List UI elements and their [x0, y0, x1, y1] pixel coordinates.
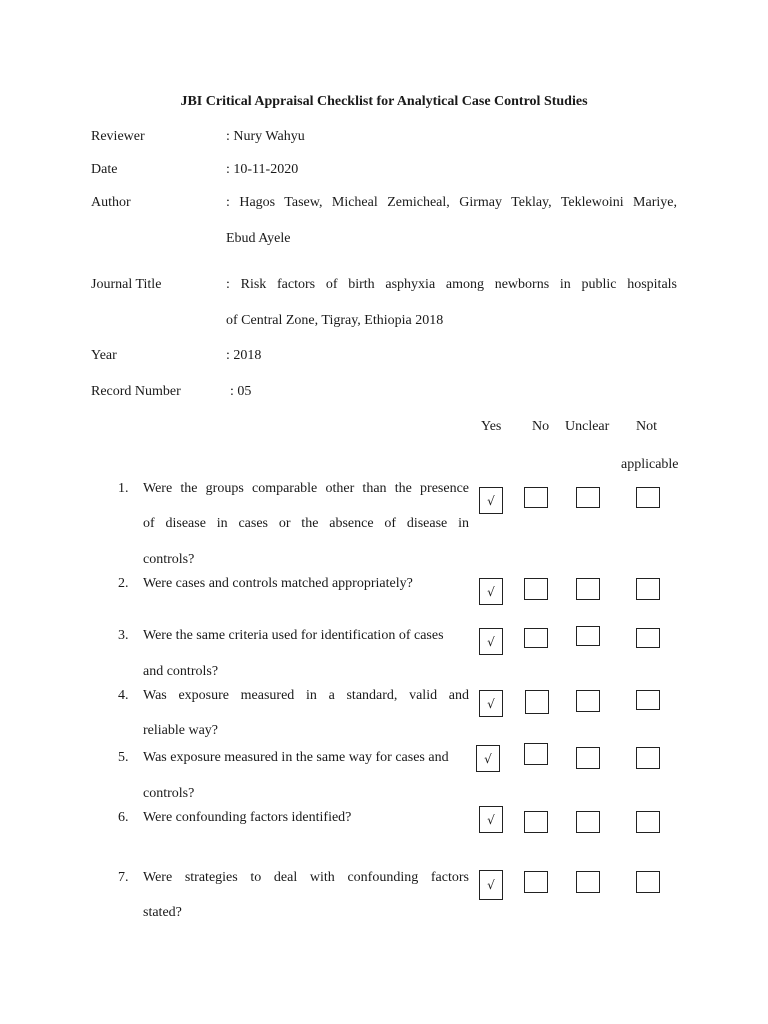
question-2-number: 2.	[118, 576, 129, 591]
question-7-yes-checkbox[interactable]	[479, 870, 503, 900]
question-1-number: 1.	[118, 481, 129, 496]
question-1-na-checkbox[interactable]	[636, 487, 660, 508]
author-label: Author	[91, 195, 131, 210]
question-1-yes-checkbox[interactable]	[479, 487, 503, 514]
question-5-no-checkbox[interactable]	[524, 743, 548, 765]
question-7-yes-checkmark: √	[487, 878, 495, 892]
header-unclear: Unclear	[565, 419, 610, 434]
question-5-yes-checkmark: √	[484, 751, 492, 766]
question-4-yes-checkbox[interactable]	[479, 690, 503, 717]
question-3-yes-checkbox[interactable]	[479, 628, 503, 655]
question-4-line-1: Was exposure measured in a standard, valid and	[143, 688, 469, 703]
question-2-unclear-checkbox[interactable]	[576, 578, 600, 600]
question-2-yes-checkmark: √	[487, 584, 495, 599]
question-2-line-1: Were cases and controls matched appropriately?	[143, 576, 413, 591]
question-3-na-checkbox[interactable]	[636, 628, 660, 648]
reviewer-label: Reviewer	[91, 129, 145, 144]
question-2-no-checkbox[interactable]	[524, 578, 548, 600]
question-1-line-1: Were the groups comparable other than the presence	[143, 481, 469, 496]
question-7-no-checkbox[interactable]	[524, 871, 548, 893]
author-value-line-1: : Hagos Tasew, Micheal Zemicheal, Girmay Teklay, Teklewoini Mariye,	[226, 195, 677, 210]
author-value-line-2: Ebud Ayele	[226, 231, 291, 246]
question-4-unclear-checkbox[interactable]	[576, 690, 600, 712]
year-label: Year	[91, 348, 117, 363]
question-5-line-1: Was exposure measured in the same way for cases and	[143, 750, 449, 765]
question-5-unclear-checkbox[interactable]	[576, 747, 600, 769]
question-5-line-2: controls?	[143, 786, 195, 801]
question-3-yes-checkmark: √	[487, 634, 495, 649]
question-3-unclear-checkbox[interactable]	[576, 626, 600, 646]
question-5-yes-checkbox[interactable]	[476, 745, 500, 772]
journal-title-label: Journal Title	[91, 277, 162, 292]
record-number-label: Record Number	[91, 384, 181, 399]
record-number-value: : 05	[230, 384, 252, 399]
question-3-line-2: and controls?	[143, 664, 219, 679]
journal-title-value-line-2: of Central Zone, Tigray, Ethiopia 2018	[226, 313, 444, 328]
question-6-line-1: Were confounding factors identified?	[143, 810, 352, 825]
question-6-yes-checkbox[interactable]	[479, 806, 503, 833]
question-6-na-checkbox[interactable]	[636, 811, 660, 833]
question-3-line-1: Were the same criteria used for identification of cases	[143, 628, 444, 643]
header-not-applicable-line-2: applicable	[621, 457, 679, 472]
question-3-number: 3.	[118, 628, 129, 643]
question-2-na-checkbox[interactable]	[636, 578, 660, 600]
question-3-no-checkbox[interactable]	[524, 628, 548, 648]
header-no: No	[532, 419, 550, 434]
question-1-no-checkbox[interactable]	[524, 487, 548, 508]
question-4-no-checkbox[interactable]	[525, 690, 549, 714]
year-value: : 2018	[226, 348, 262, 363]
question-4-number: 4.	[118, 688, 129, 703]
question-4-na-checkbox[interactable]	[636, 690, 660, 710]
question-2-yes-checkbox[interactable]	[479, 578, 503, 605]
question-4-line-2: reliable way?	[143, 723, 219, 738]
question-6-yes-checkmark: √	[487, 812, 495, 827]
reviewer-value: : Nury Wahyu	[226, 129, 305, 144]
question-7-line-2: stated?	[143, 905, 182, 920]
header-not-applicable-line-1: Not	[636, 419, 657, 434]
question-6-number: 6.	[118, 810, 129, 825]
question-6-no-checkbox[interactable]	[524, 811, 548, 833]
question-1-unclear-checkbox[interactable]	[576, 487, 600, 508]
question-7-unclear-checkbox[interactable]	[576, 871, 600, 893]
date-value: : 10-11-2020	[226, 162, 299, 177]
page-title: JBI Critical Appraisal Checklist for Analytical Case Control Studies	[180, 94, 588, 109]
journal-title-value-line-1: : Risk factors of birth asphyxia among newborns in public hospitals	[226, 277, 677, 292]
question-1-line-3: controls?	[143, 552, 195, 567]
question-1-line-2: of disease in cases or the absence of disease in	[143, 516, 469, 531]
date-label: Date	[91, 162, 118, 177]
question-7-na-checkbox[interactable]	[636, 871, 660, 893]
question-4-yes-checkmark: √	[487, 696, 495, 711]
question-7-line-1: Were strategies to deal with confounding factors	[143, 870, 469, 885]
question-7-number: 7.	[118, 870, 129, 885]
question-5-number: 5.	[118, 750, 129, 765]
question-5-na-checkbox[interactable]	[636, 747, 660, 769]
question-6-unclear-checkbox[interactable]	[576, 811, 600, 833]
question-1-yes-checkmark: √	[487, 493, 495, 508]
header-yes: Yes	[481, 419, 502, 434]
